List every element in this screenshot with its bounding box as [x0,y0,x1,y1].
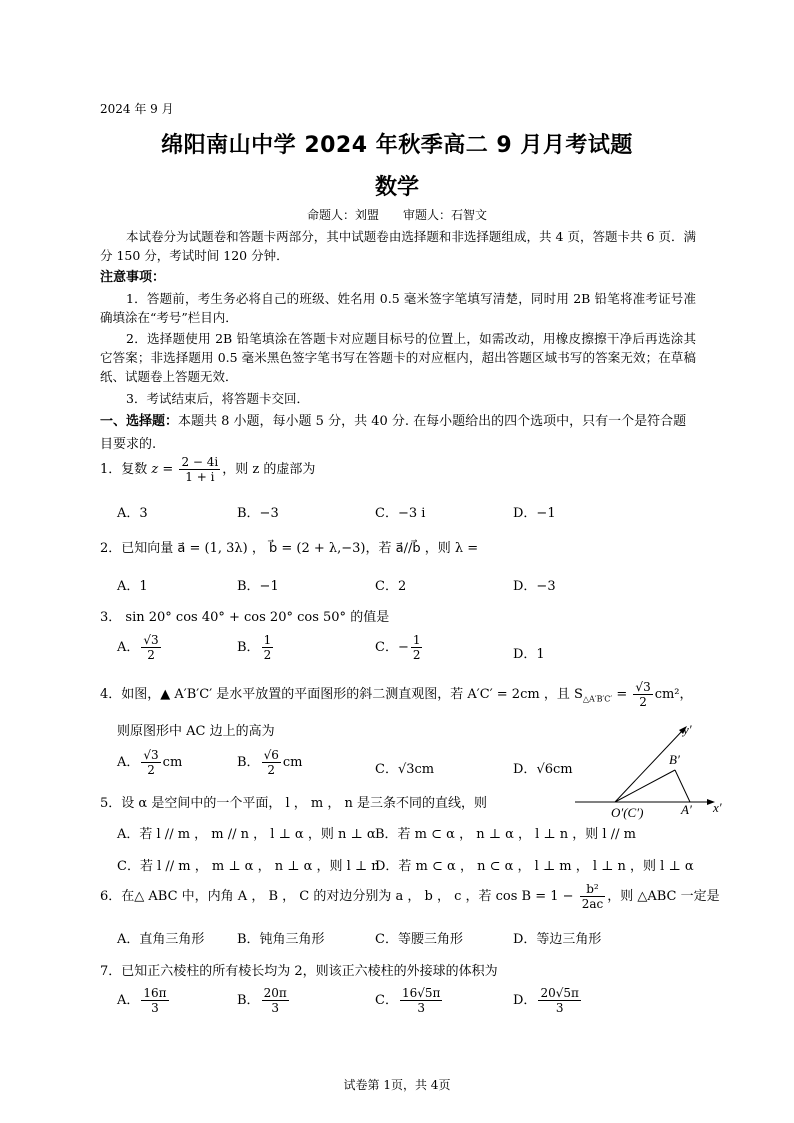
o-label: O′(C′) [611,805,644,820]
section-label: 一、选择题： [100,414,179,429]
q1-option-c: C．−3 i [375,506,426,521]
q3-option-b [237,633,275,662]
q2-option-a: A．1 [117,579,148,594]
q4-b-num: √6 [263,748,279,762]
q4-option-c [375,758,434,777]
q6-option-d: D．等边三角形 [513,932,602,947]
q3-b-den: 2 [263,648,272,662]
notice-heading: 注意事项： [100,270,166,285]
notice-item-2: 2．选择题使用 2B 铅笔填涂在答题卡对应题目标号的位置上，如需改动，用橡皮擦擦干净后再选涂其它答案；非选择题用 0.5 毫米黑色签字笔书写在答题卡的对应框内，超出答题区域书写的答案无效；在草稿纸、试题卷上答题无效． [100,331,696,384]
segment-cb [615,770,675,802]
section-heading [100,410,696,456]
q3-a-den: 2 [147,648,155,662]
a-label: A′ [681,802,692,817]
q1-suffix: ，则 z 的虚部为 [222,462,316,477]
q1-fraction [179,455,220,484]
q3-a-label: A． [117,640,140,655]
q6-num: b² [580,882,606,897]
q1-eq: = [158,462,178,477]
q1-prefix: 1．复数 [100,462,152,477]
question-7: 7．已知正六棱柱的所有棱长均为 2，则该正六棱柱的外接球的体积为 [100,964,498,979]
q5-option-b: B．若 m ⊂ α ， n ⊥ α ， l ⊥ n ，则 l // m [375,827,636,842]
q6-prefix: 6．在△ ABC 中，内角 A ， B ， C 的对边分别为 a ， b ， c ，若 cos B = 1 − [100,889,578,904]
q3-b-label: B． [237,640,260,655]
q7-b-num: 20π [263,986,287,1000]
q5-option-d: D．若 m ⊂ α ， n ⊂ α ， l ⊥ m ， l ⊥ n ，则 l ⊥ α [375,859,694,874]
q4-option-b [237,748,302,777]
q2-option-b: B．−1 [237,579,279,594]
q4-option-d [513,758,573,777]
y-label: y′ [683,722,692,737]
q7-c-den: 3 [417,1001,425,1015]
q1-num: 2 − 4i [181,455,219,469]
q4-c-label: C． [375,762,398,777]
q7-option-c [375,986,444,1015]
b-label: B′ [669,752,680,767]
q3-b-num: 1 [263,633,272,647]
segment-ba [675,770,690,802]
q1-option-b: B．−3 [237,506,279,521]
q7-c-num: 16√5π [401,986,441,1000]
q2-option-d: D．−3 [513,579,556,594]
q5-option-a: A．若 l // m ， m // n ， l ⊥ α ，则 n ⊥ α [117,827,376,842]
q6-option-a: A．直角三角形 [117,932,205,947]
q6-suffix: ，则 △ABC 一定是 [607,889,720,904]
exam-title: 绵阳南山中学 2024 年秋季高二 9 月月考试题 [161,133,633,158]
q3-c-num: 1 [412,633,421,647]
q4-b-unit: cm [282,755,303,770]
q4-a-num: √3 [143,748,159,762]
notice-item-3: 3．考试结束后，将答题卡交回． [126,391,309,406]
q7-a-num: 16π [143,986,167,1000]
q3-c-den: 2 [412,648,421,662]
q4-num: √3 [635,680,651,694]
question-4 [100,680,693,709]
q7-a-label: A． [117,993,140,1008]
q4-prefix: 4．如图，▲ A′B′C′ 是水平放置的平面图形的斜二测直观图，若 A′C′ = 2cm ，且 S [100,687,583,702]
q3-c-label: C．− [375,640,409,655]
q3-option-a [117,633,163,662]
exam-date: 2024 年 9 月 [100,102,174,116]
q7-option-b [237,986,291,1015]
q1-option-d: D．−1 [513,506,556,521]
q4-c-value: √3cm [397,762,435,777]
section-text: 本题共 8 小题，每小题 5 分，共 40 分. 在每小题给出的四个选项中，只有一个是符合题目要求的. [100,414,687,452]
q4-suffix: cm²， [654,687,693,702]
q7-d-num: 20√5π [540,986,579,1000]
x-label: x′ [713,800,722,815]
page-footer: 试卷第 1页，共 4页 [343,1078,451,1092]
q7-option-d [513,986,583,1015]
q4-d-label: D． [513,762,537,777]
notice-item-1: 1．答题前，考生务必将自己的班级、姓名用 0.5 毫米签字笔填写清楚，同时用 2B 铅笔将准考证号准确填涂在“考号”栏目内． [100,291,696,325]
q7-c-label: C． [375,993,398,1008]
q4-line2: 则原图形中 AC 边上的高为 [117,724,275,739]
q4-b-den: 2 [267,763,276,777]
question-6 [100,882,720,911]
q7-d-label: D． [513,993,537,1008]
q7-d-den: 3 [555,1001,564,1015]
q7-b-den: 3 [271,1001,279,1015]
q7-option-a [117,986,171,1015]
question-3: 3． sin 20° cos 40° + cos 20° cos 50° 的值是 [100,610,390,625]
q4-b-label: B． [237,755,260,770]
question-2: 2．已知向量 a⃗ = (1, 3λ) ， b⃗ = (2 + λ,−3)，若 a⃗//b⃗ ，则 λ = [100,541,479,556]
q6-option-b: B．钝角三角形 [237,932,325,947]
exam-authors: 命题人：刘盟 审题人：石智文 [306,208,487,222]
intro-paragraph: 本试卷分为试题卷和答题卡两部分，其中试题卷由选择题和非选择题组成，共 4 页，答题卡共 6 页．满分 150 分，考试时间 120 分钟． [100,229,696,263]
oblique-figure [565,718,730,823]
q3-a-num: √3 [143,633,159,647]
exam-subject: 数学 [374,175,419,200]
question-5: 5．设 α 是空间中的一个平面， l ， m ， n 是三条不同的直线，则 [100,796,487,811]
q3-option-d: D．1 [513,647,545,662]
q3-option-c [375,633,424,662]
q4-option-a [117,748,182,777]
q4-den: 2 [639,695,647,709]
q1-var: z [151,462,159,477]
q7-a-den: 3 [151,1001,159,1015]
q4-eq: = [612,687,632,702]
q1-den: 1 + i [185,470,215,484]
q2-option-c: C．2 [375,579,407,594]
q4-a-den: 2 [147,763,155,777]
q6-den: 2ac [581,897,604,911]
q5-option-c: C．若 l // m ， m ⊥ α ， n ⊥ α ，则 l ⊥ n [117,859,380,874]
q6-option-c: C．等腰三角形 [375,932,463,947]
q4-a-unit: cm [162,755,183,770]
question-1 [100,455,315,484]
q4-sub: △A′B′C′ [582,694,613,704]
q4-a-label: A． [117,755,140,770]
q1-option-a: A．3 [117,506,148,521]
q4-d-value: √6cm [536,762,573,777]
q7-b-label: B． [237,993,260,1008]
